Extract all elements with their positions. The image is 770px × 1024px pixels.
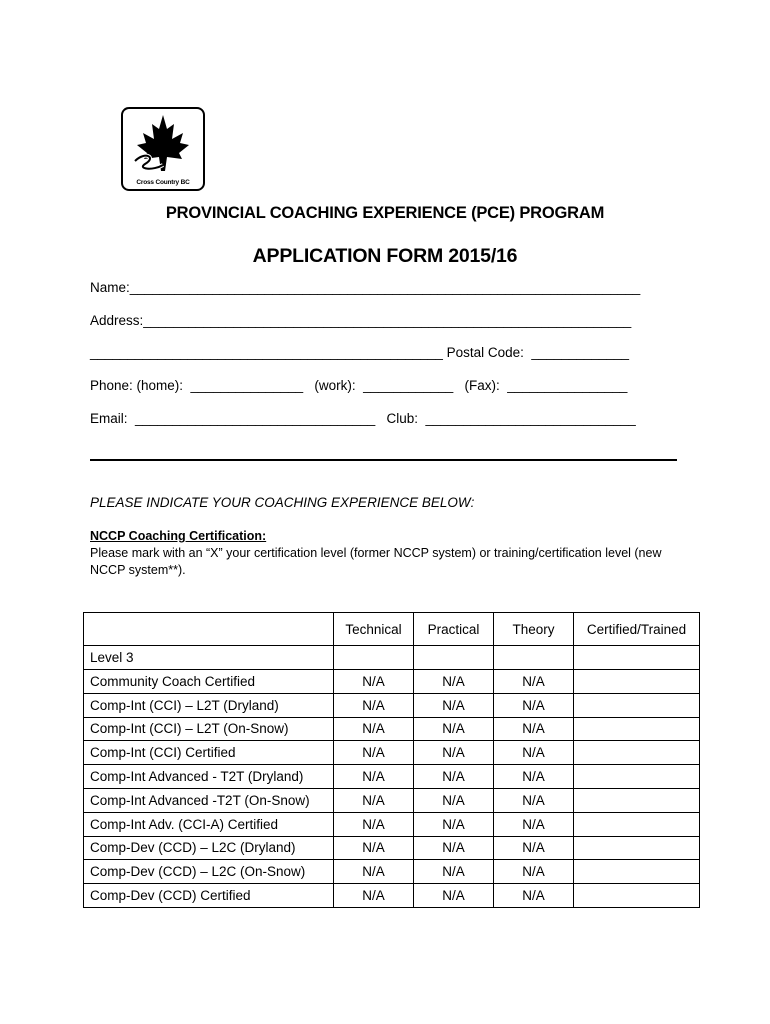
- checkbox-cell[interactable]: N/A: [494, 670, 574, 694]
- checkbox-cell[interactable]: [574, 717, 700, 741]
- certification-table: [83, 612, 700, 908]
- nccp-heading: NCCP Coaching Certification:: [90, 529, 267, 543]
- checkbox-cell[interactable]: N/A: [494, 765, 574, 789]
- table-row: [84, 741, 700, 765]
- form-title: APPLICATION FORM 2015/16: [252, 245, 518, 267]
- checkbox-cell[interactable]: N/A: [414, 693, 494, 717]
- checkbox-cell[interactable]: N/A: [494, 741, 574, 765]
- checkbox-cell[interactable]: [574, 765, 700, 789]
- checkbox-cell[interactable]: N/A: [414, 717, 494, 741]
- checkbox-cell[interactable]: N/A: [414, 670, 494, 694]
- checkbox-cell[interactable]: N/A: [334, 741, 414, 765]
- row-label: Comp-Dev (CCD) Certified: [84, 884, 334, 908]
- row-label: Comp-Int Advanced - T2T (Dryland): [84, 765, 334, 789]
- checkbox-cell[interactable]: N/A: [334, 884, 414, 908]
- table-row: [84, 860, 700, 884]
- checkbox-cell[interactable]: N/A: [494, 717, 574, 741]
- checkbox-cell[interactable]: N/A: [494, 836, 574, 860]
- checkbox-cell[interactable]: N/A: [334, 765, 414, 789]
- checkbox-cell[interactable]: N/A: [494, 788, 574, 812]
- checkbox-cell[interactable]: [574, 670, 700, 694]
- checkbox-cell[interactable]: N/A: [334, 670, 414, 694]
- checkbox-cell[interactable]: N/A: [414, 836, 494, 860]
- section-divider: [90, 459, 677, 461]
- checkbox-cell[interactable]: [574, 693, 700, 717]
- checkbox-cell[interactable]: N/A: [414, 788, 494, 812]
- table-header-row: [84, 613, 700, 646]
- table-row: [84, 693, 700, 717]
- row-label: Comp-Dev (CCD) – L2C (Dryland): [84, 836, 334, 860]
- instruction-header: PLEASE INDICATE YOUR COACHING EXPERIENCE BELOW:: [90, 495, 475, 510]
- table-row: [84, 788, 700, 812]
- row-label: Comp-Dev (CCD) – L2C (On-Snow): [84, 860, 334, 884]
- checkbox-cell[interactable]: [574, 860, 700, 884]
- checkbox-cell[interactable]: [574, 741, 700, 765]
- name-field[interactable]: Name:____________________________________________________________________: [90, 280, 641, 295]
- table-header: [84, 613, 334, 646]
- address-field[interactable]: Address:_________________________________________________________________: [90, 313, 632, 328]
- checkbox-cell[interactable]: [574, 836, 700, 860]
- maple-leaf-icon: [123, 109, 203, 189]
- row-label: Comp-Int Advanced -T2T (On-Snow): [84, 788, 334, 812]
- checkbox-cell[interactable]: N/A: [334, 812, 414, 836]
- table-header: Certified/Trained: [574, 613, 700, 646]
- table-row: [84, 836, 700, 860]
- checkbox-cell[interactable]: N/A: [494, 884, 574, 908]
- checkbox-cell[interactable]: N/A: [334, 717, 414, 741]
- logo-text: Cross Country BC: [136, 179, 190, 186]
- row-label: Comp-Int (CCI) – L2T (Dryland): [84, 693, 334, 717]
- row-label: Comp-Int (CCI) Certified: [84, 741, 334, 765]
- table-row: [84, 765, 700, 789]
- row-label: Community Coach Certified: [84, 670, 334, 694]
- checkbox-cell[interactable]: N/A: [334, 693, 414, 717]
- table-header: Practical: [414, 613, 494, 646]
- checkbox-cell[interactable]: N/A: [414, 884, 494, 908]
- checkbox-cell[interactable]: [574, 884, 700, 908]
- phone-field[interactable]: Phone: (home): _______________ (work): ____________ (Fax): ________________: [90, 378, 628, 393]
- checkbox-cell[interactable]: N/A: [494, 693, 574, 717]
- row-label: Comp-Int (CCI) – L2T (On-Snow): [84, 717, 334, 741]
- checkbox-cell[interactable]: N/A: [334, 788, 414, 812]
- checkbox-cell[interactable]: N/A: [334, 836, 414, 860]
- checkbox-cell[interactable]: N/A: [334, 860, 414, 884]
- email-field[interactable]: Email: ________________________________ Club: ____________________________: [90, 411, 636, 426]
- checkbox-cell[interactable]: [414, 646, 494, 670]
- table-header: Theory: [494, 613, 574, 646]
- checkbox-cell[interactable]: [574, 646, 700, 670]
- organization-logo: [121, 107, 205, 191]
- checkbox-cell[interactable]: [494, 646, 574, 670]
- checkbox-cell[interactable]: N/A: [414, 765, 494, 789]
- table-row: [84, 646, 700, 670]
- table-row: [84, 884, 700, 908]
- checkbox-cell[interactable]: N/A: [494, 860, 574, 884]
- table-header: Technical: [334, 613, 414, 646]
- table-row: [84, 670, 700, 694]
- checkbox-cell[interactable]: N/A: [414, 741, 494, 765]
- checkbox-cell[interactable]: N/A: [414, 812, 494, 836]
- nccp-instructions: Please mark with an “X” your certification level (former NCCP system) or training/certification level (new NCCP system**).: [90, 546, 662, 577]
- row-label: Level 3: [84, 646, 334, 670]
- page-title: PROVINCIAL COACHING EXPERIENCE (PCE) PROGRAM: [165, 204, 605, 222]
- checkbox-cell[interactable]: N/A: [414, 860, 494, 884]
- table-row: [84, 717, 700, 741]
- row-label: Comp-Int Adv. (CCI-A) Certified: [84, 812, 334, 836]
- checkbox-cell[interactable]: [574, 812, 700, 836]
- checkbox-cell[interactable]: [574, 788, 700, 812]
- checkbox-cell[interactable]: N/A: [494, 812, 574, 836]
- table-row: [84, 812, 700, 836]
- postal-code-field[interactable]: _______________________________________________ Postal Code: _____________: [90, 345, 630, 360]
- checkbox-cell[interactable]: [334, 646, 414, 670]
